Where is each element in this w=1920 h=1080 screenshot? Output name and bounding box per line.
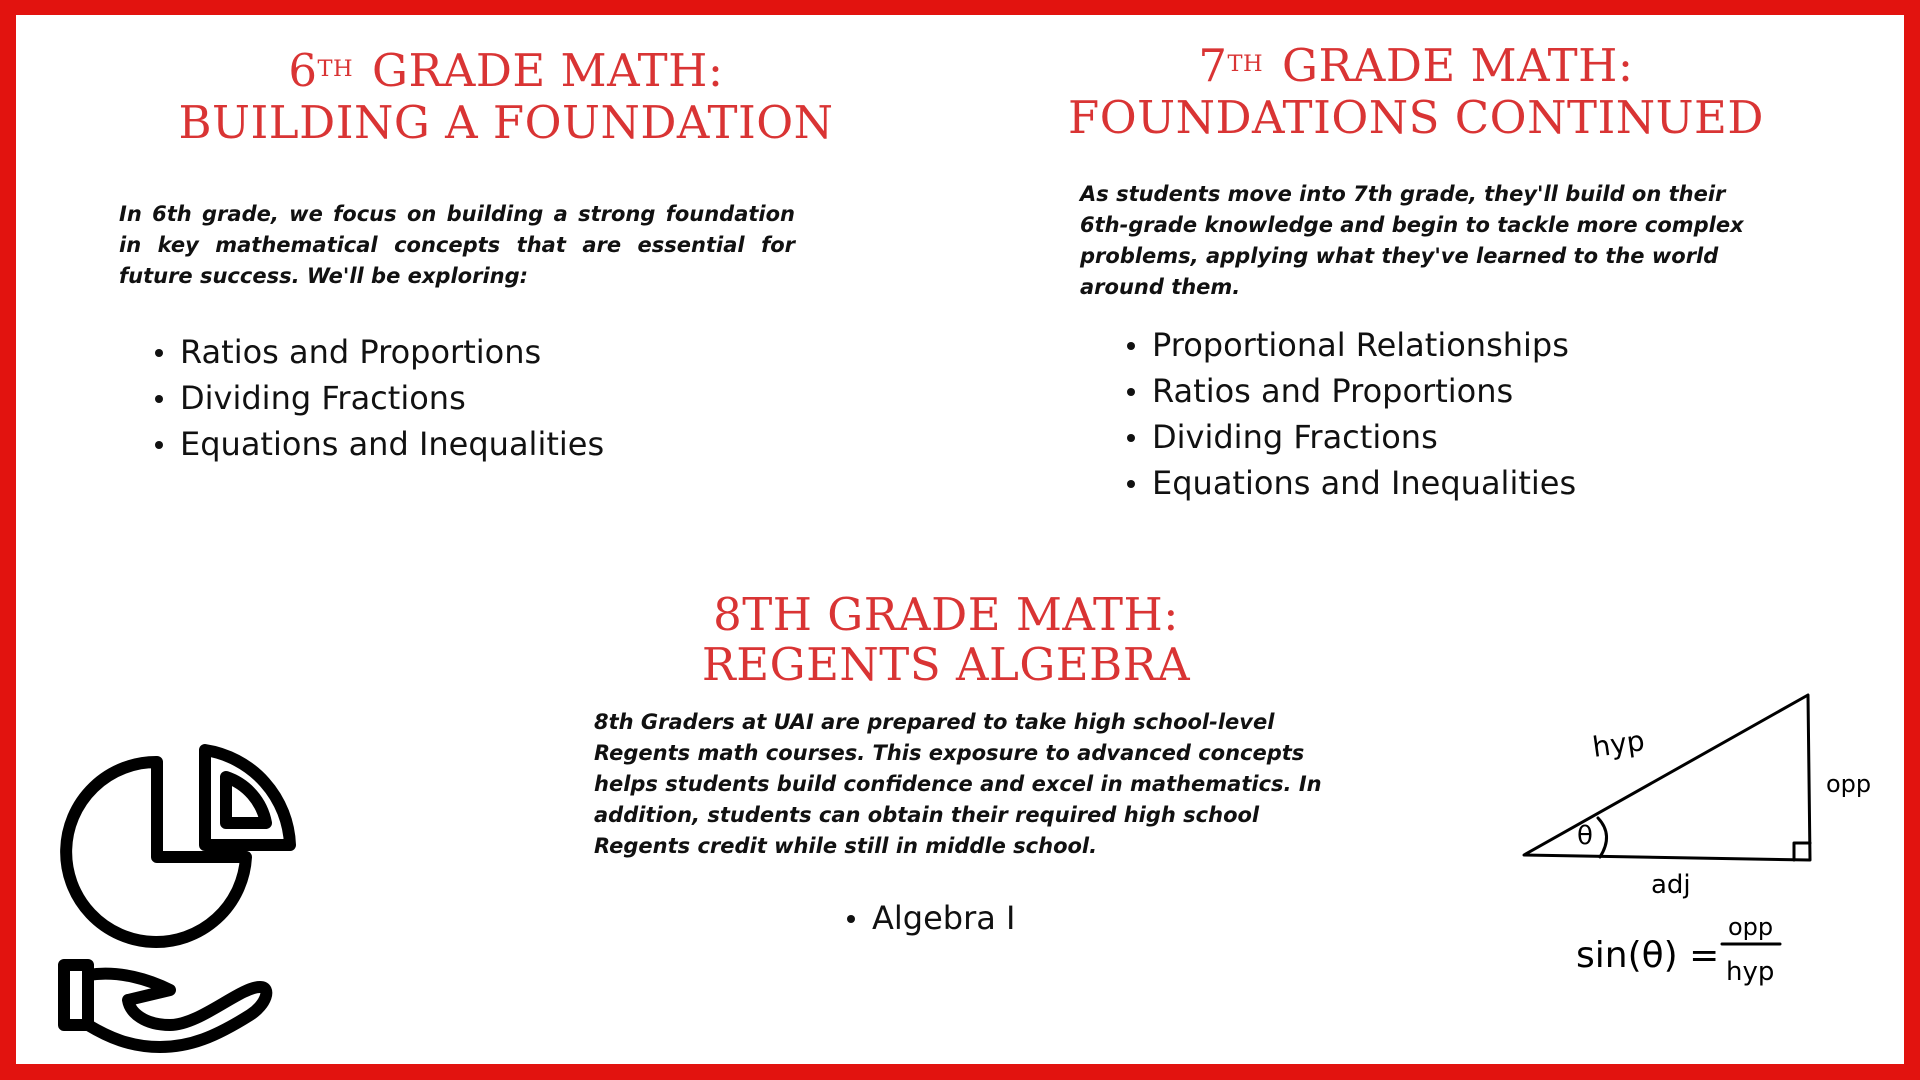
list-item: Dividing Fractions bbox=[180, 375, 604, 421]
grade7-heading-line2: FOUNDATIONS CONTINUED bbox=[1068, 91, 1764, 144]
grade8-heading-line1: 8TH GRADE MATH: bbox=[713, 588, 1179, 641]
list-item: Dividing Fractions bbox=[1152, 414, 1576, 460]
adj-label: adj bbox=[1651, 870, 1691, 900]
grade6-topic-list bbox=[150, 329, 604, 467]
grade8-intro: 8th Graders at UAI are prepared to take high school-level Regents math courses. This exposure to advanced concepts helps students build confidence and excel in mathematics. In addition, students can obtain their required high school Regents credit while still in middle school. bbox=[594, 710, 1322, 858]
grade8-topic-list bbox=[842, 895, 1015, 941]
grade6-intro: In 6th grade, we focus on building a strong foundation in key mathematical concepts that are essential for future success. We'll be exploring: bbox=[119, 202, 795, 288]
sine-formula-numerator: opp bbox=[1728, 913, 1774, 941]
theta-label: θ bbox=[1577, 821, 1593, 851]
sine-formula-lhs: sin(θ) = bbox=[1576, 935, 1720, 976]
sine-formula-denominator: hyp bbox=[1726, 957, 1775, 987]
grade7-intro: As students move into 7th grade, they'll build on their 6th-grade knowledge and begin to tackle more complex problems, applying what they've learned to the world around them. bbox=[1080, 182, 1744, 299]
slide-panel bbox=[16, 15, 1904, 1064]
hyp-label: hyp bbox=[1590, 724, 1647, 764]
grade7-heading-line1: 7TH GRADE MATH: bbox=[1198, 39, 1634, 92]
opp-label: opp bbox=[1826, 770, 1872, 798]
grade8-heading-line2: REGENTS ALGEBRA bbox=[701, 638, 1191, 691]
grade7-heading bbox=[1026, 40, 1806, 144]
list-item: Algebra I bbox=[872, 895, 1015, 941]
grade6-heading-line2: BUILDING A FOUNDATION bbox=[178, 96, 834, 149]
list-item: Proportional Relationships bbox=[1152, 322, 1576, 368]
pie-chart-hand-icon bbox=[40, 725, 310, 1055]
grade6-heading bbox=[126, 45, 886, 149]
right-triangle-icon bbox=[1496, 680, 1896, 1010]
list-item: Ratios and Proportions bbox=[180, 329, 604, 375]
list-item: Equations and Inequalities bbox=[1152, 460, 1576, 506]
grade7-topic-list bbox=[1122, 322, 1576, 506]
list-item: Ratios and Proportions bbox=[1152, 368, 1576, 414]
list-item: Equations and Inequalities bbox=[180, 421, 604, 467]
grade8-heading bbox=[596, 590, 1296, 690]
grade6-heading-line1: 6TH GRADE MATH: bbox=[288, 44, 724, 97]
